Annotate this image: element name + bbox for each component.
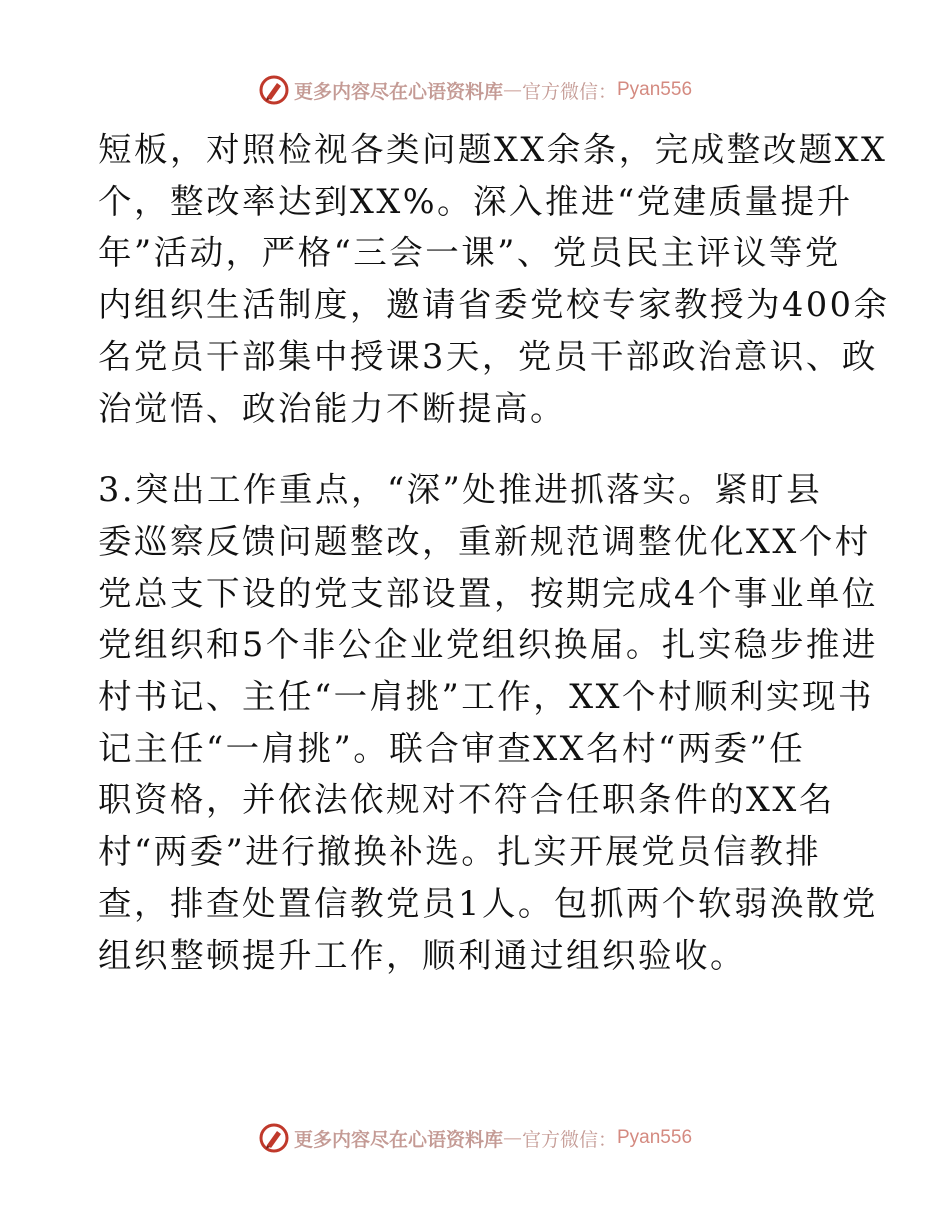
header-watermark xyxy=(0,70,950,110)
paragraph-line: 内组织生活制度，邀请省委党校专家教授为400余 xyxy=(98,285,890,325)
paragraph-line: 村书记、主任“一肩挑”工作，XX个村顺利实现书 xyxy=(98,677,874,717)
watermark-account: Pyan556 xyxy=(617,1127,693,1148)
paragraph-line: 职资格，并依法依规对不符合任职条件的XX名 xyxy=(98,780,835,820)
watermark-separator: — xyxy=(502,1127,522,1149)
paragraph-line: 党总支下设的党支部设置，按期完成4个事业单位 xyxy=(98,573,878,613)
paragraph-line: 记主任“一肩挑”。联合审查XX名村“两委”任 xyxy=(98,728,806,768)
paragraph-line: 治觉悟、政治能力不断提高。 xyxy=(98,388,566,428)
paragraph-line: 3.突出工作重点，“深”处推进抓落实。紧盯县 xyxy=(98,470,823,510)
document-body xyxy=(98,124,890,981)
watermark-separator: — xyxy=(502,79,522,101)
footer-watermark xyxy=(0,1118,950,1158)
paragraph-line: 短板，对照检视各类问题XX余条，完成整改题XX xyxy=(98,130,888,169)
watermark-main-text: 更多内容尽在心语资料库 xyxy=(293,80,503,103)
paragraph-line: 村“两委”进行撤换补选。扎实开展党员信教排 xyxy=(98,832,822,872)
watermark-account: Pyan556 xyxy=(617,79,693,100)
paragraph-line: 查，排查处置信教党员1人。包抓两个软弱涣散党 xyxy=(98,883,878,923)
paragraph-line: 名党员干部集中授课3天，党员干部政治意识、政 xyxy=(98,336,878,376)
red-pen-badge-icon xyxy=(258,1122,290,1154)
paragraph-line: 委巡察反馈问题整改，重新规范调整优化XX个村 xyxy=(98,521,871,561)
paragraph-line: 年”活动，严格“三会一课”、党员民主评议等党 xyxy=(98,233,841,273)
paragraph-line: 组织整顿提升工作，顺利通过组织验收。 xyxy=(98,935,746,975)
watermark-label: 官方微信： xyxy=(521,80,617,103)
watermark-main-text: 更多内容尽在心语资料库 xyxy=(293,1128,503,1151)
watermark-label: 官方微信： xyxy=(521,1128,617,1151)
paragraph-2 xyxy=(98,464,878,981)
red-pen-badge-icon xyxy=(258,74,290,106)
paragraph-line: 个，整改率达到XX%。深入推进“党建质量提升 xyxy=(98,181,853,221)
paragraph-line: 党组织和5个非公企业党组织换届。扎实稳步推进 xyxy=(98,625,878,665)
paragraph-1 xyxy=(98,124,890,434)
